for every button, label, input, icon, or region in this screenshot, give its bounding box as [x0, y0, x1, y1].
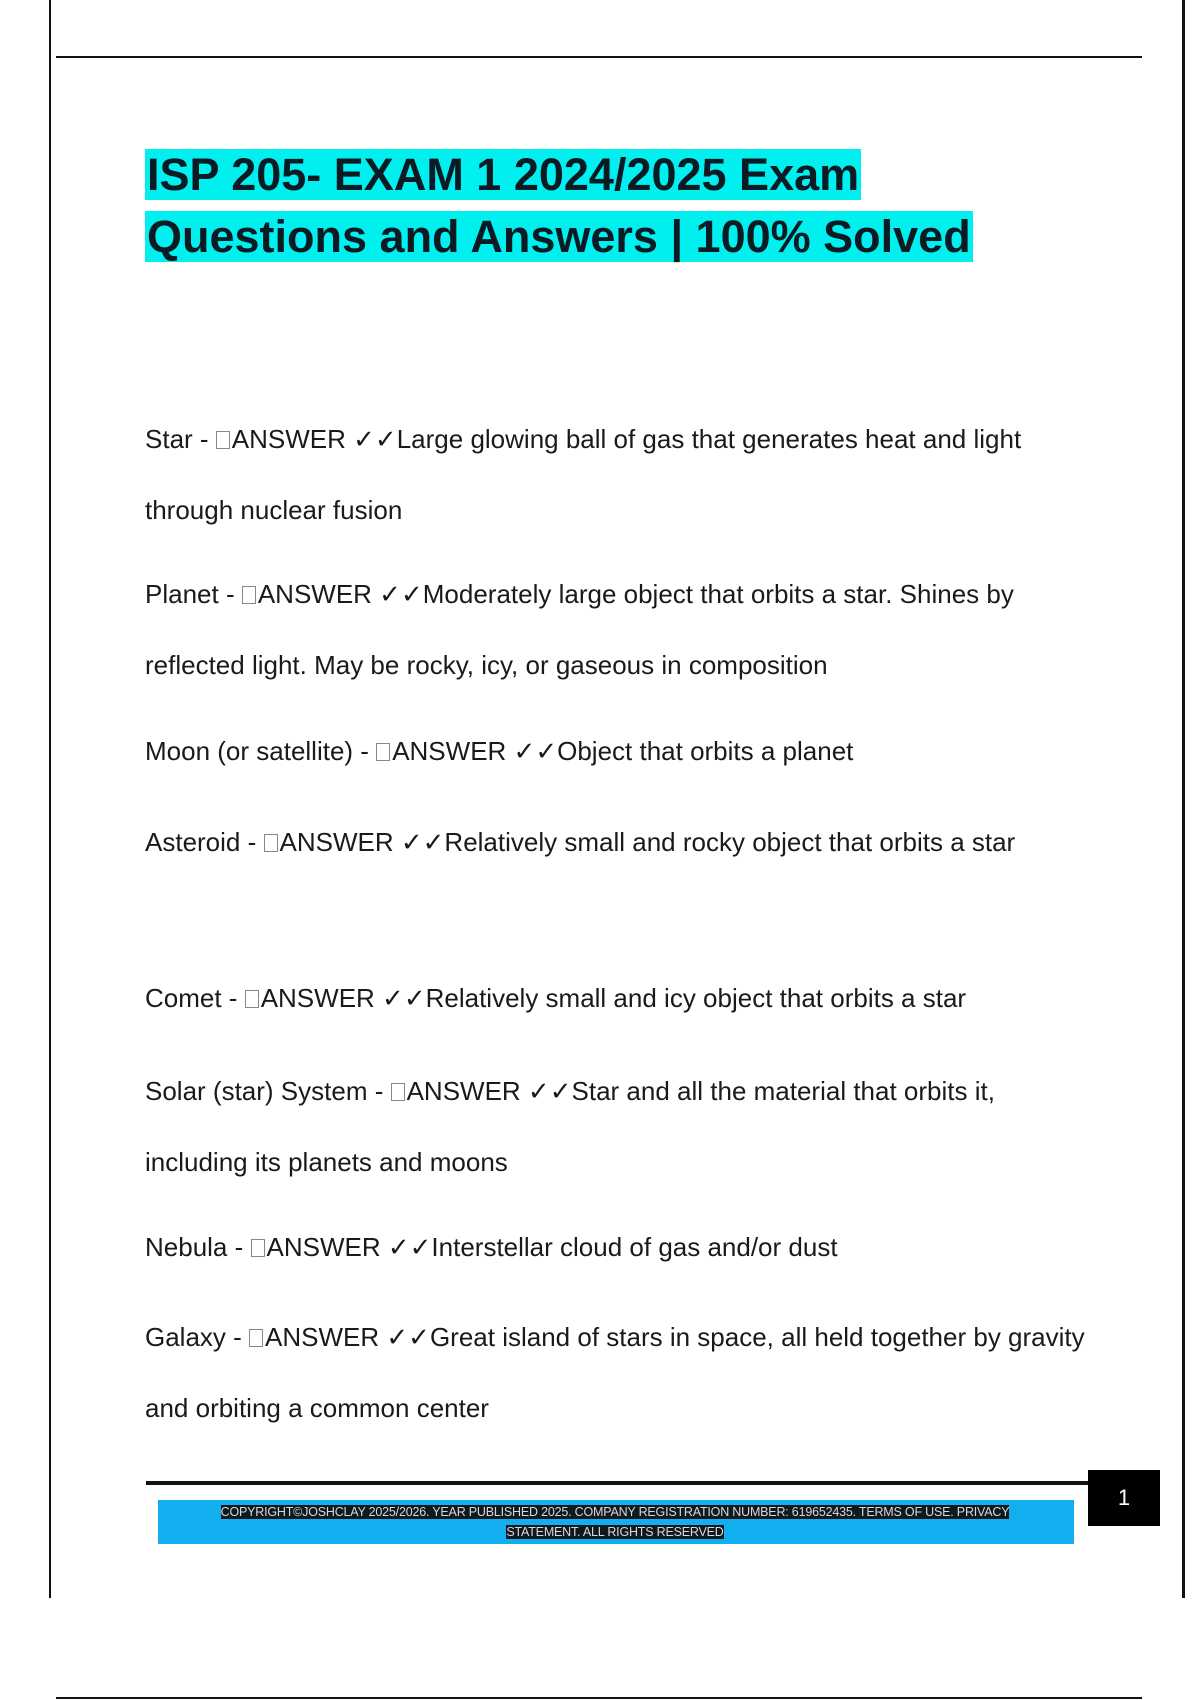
qa-answer: Interstellar cloud of gas and/or dust: [431, 1232, 838, 1262]
missing-glyph-icon: [242, 586, 256, 604]
qa-item-comet: [145, 963, 1085, 1034]
page-border-right: [1182, 0, 1185, 1598]
missing-glyph-icon: [391, 1083, 405, 1101]
qa-term: Nebula -: [145, 1232, 251, 1262]
missing-glyph-icon: [216, 431, 230, 449]
qa-answer: Moderately large object that orbits a star. Shines by reflected light. May be rocky, icy, or gaseous in composition: [145, 579, 1014, 680]
missing-glyph-icon: [251, 1239, 265, 1257]
copyright-line-1: COPYRIGHT©JOSHCLAY 2025/2026. YEAR PUBLISHED 2025. COMPANY REGISTRATION NUMBER: 619652435. TERMS OF USE. PRIVACY: [220, 1505, 1010, 1519]
answer-marker: ANSWER ✓✓: [266, 1232, 432, 1262]
missing-glyph-icon: [264, 834, 278, 852]
header-rule: [56, 56, 1142, 58]
title-line-2: Questions and Answers | 100% Solved: [147, 211, 971, 262]
qa-term: Comet -: [145, 983, 245, 1013]
qa-term: Moon (or satellite) -: [145, 736, 377, 766]
qa-item-asteroid: [145, 807, 1085, 878]
missing-glyph-icon: [245, 990, 259, 1008]
copyright-notice: [175, 1502, 1055, 1542]
answer-marker: ANSWER ✓✓: [231, 424, 397, 454]
qa-answer: Object that orbits a planet: [557, 736, 854, 766]
document-title: [145, 144, 1145, 268]
answer-marker: ANSWER ✓✓: [265, 1322, 430, 1352]
answer-marker: ANSWER ✓✓: [257, 579, 423, 609]
footer-rule: [146, 1481, 1090, 1485]
qa-item-solar-system: [145, 1056, 1085, 1198]
qa-term: Galaxy -: [145, 1322, 250, 1352]
qa-term: Asteroid -: [145, 827, 264, 857]
qa-answer: Large glowing ball of gas that generates heat and light through nuclear fusion: [145, 424, 1022, 525]
qa-term: Planet -: [145, 579, 242, 609]
qa-item-nebula: [145, 1212, 1085, 1283]
qa-item-moon: [145, 716, 1085, 787]
answer-marker: ANSWER ✓✓: [392, 736, 558, 766]
answer-marker: ANSWER ✓✓: [406, 1076, 572, 1106]
answer-marker: ANSWER ✓✓: [279, 827, 445, 857]
answer-marker: ANSWER ✓✓: [260, 983, 426, 1013]
qa-answer: Great island of stars in space, all held together by gravity and orbiting a common center: [145, 1322, 1085, 1423]
qa-term: Star -: [145, 424, 216, 454]
page-border-left: [49, 0, 51, 1598]
qa-item-galaxy: [145, 1302, 1085, 1444]
qa-item-star: [145, 404, 1085, 546]
missing-glyph-icon: [376, 743, 390, 761]
qa-item-planet: [145, 559, 1085, 701]
page-number: 1: [1088, 1470, 1160, 1526]
qa-answer: Relatively small and icy object that orbits a star: [425, 983, 967, 1013]
title-line-1: ISP 205- EXAM 1 2024/2025 Exam: [147, 149, 860, 200]
copyright-line-2: STATEMENT. ALL RIGHTS RESERVED: [506, 1525, 724, 1539]
page-bottom-rule: [56, 1697, 1142, 1699]
qa-answer: Star and all the material that orbits it, including its planets and moons: [145, 1076, 995, 1177]
missing-glyph-icon: [249, 1329, 263, 1347]
qa-answer: Relatively small and rocky object that orbits a star: [444, 827, 1016, 857]
qa-term: Solar (star) System -: [145, 1076, 391, 1106]
